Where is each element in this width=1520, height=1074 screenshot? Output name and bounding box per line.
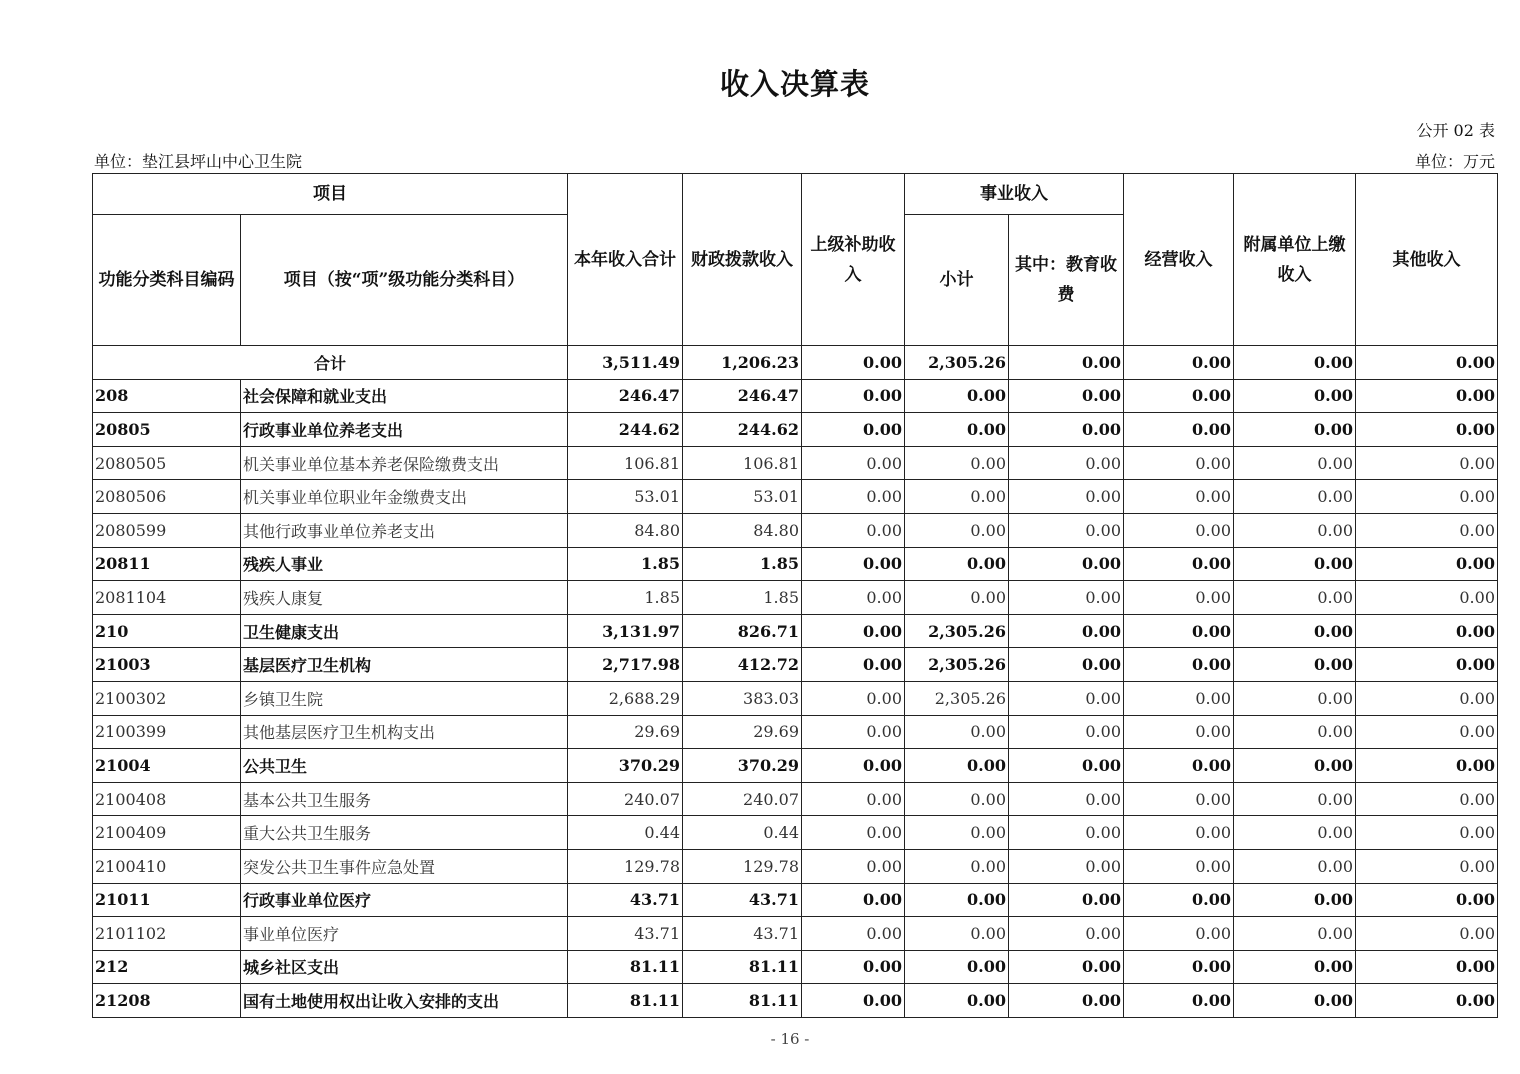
row-value-cell: 0.00 [1234,681,1356,715]
row-value-cell: 0.00 [1124,446,1234,480]
row-value-cell: 0.00 [802,950,905,984]
row-value-cell: 0.00 [905,480,1009,514]
row-value-cell: 0.00 [1234,816,1356,850]
row-value-cell: 1.85 [568,547,683,581]
row-value-cell: 0.00 [1124,614,1234,648]
row-value-cell: 0.00 [905,715,1009,749]
row-value-cell: 0.00 [1234,581,1356,615]
header-operating-income: 经营收入 [1124,174,1234,346]
header-function-code: 功能分类科目编码 [93,215,241,346]
page-title: 收入决算表 [719,67,870,101]
row-item-name: 重大公共卫生服务 [241,816,568,850]
row-value-cell: 0.44 [683,816,802,850]
row-value-cell: 0.00 [905,513,1009,547]
row-value-cell: 43.71 [568,883,683,917]
table-row [93,883,1498,917]
row-value-cell: 0.00 [1234,917,1356,951]
total-cell: 0.00 [1234,346,1356,380]
row-value-cell: 3,131.97 [568,614,683,648]
row-value-cell: 0.00 [905,849,1009,883]
total-cell: 1,206.23 [683,346,802,380]
table-row [93,379,1498,413]
header-superior-subsidy: 上级补助收入 [802,174,905,346]
row-item-name: 乡镇卫生院 [241,681,568,715]
row-value-cell: 43.71 [568,917,683,951]
row-function-code: 21011 [93,883,241,917]
row-value-cell: 0.00 [1356,648,1498,682]
row-function-code: 2100302 [93,681,241,715]
row-value-cell: 0.00 [1234,648,1356,682]
row-value-cell: 0.00 [1356,816,1498,850]
table-row [93,614,1498,648]
header-business-subtotal: 小计 [905,215,1009,346]
row-value-cell: 0.00 [905,581,1009,615]
row-value-cell: 43.71 [683,917,802,951]
row-value-cell: 0.00 [1009,513,1124,547]
row-value-cell: 0.00 [1356,581,1498,615]
row-value-cell: 0.00 [1234,883,1356,917]
row-value-cell: 0.00 [1009,614,1124,648]
row-value-cell: 0.00 [1234,984,1356,1018]
row-value-cell: 0.00 [1009,782,1124,816]
row-item-name: 其他行政事业单位养老支出 [241,513,568,547]
total-label: 合计 [93,346,568,380]
row-value-cell: 0.00 [802,480,905,514]
table-row [93,782,1498,816]
row-function-code: 20805 [93,413,241,447]
row-value-cell: 240.07 [683,782,802,816]
row-item-name: 事业单位医疗 [241,917,568,951]
header-item-name: 项目（按“项”级功能分类科目） [241,215,568,346]
row-value-cell: 0.00 [1124,480,1234,514]
table-row [93,950,1498,984]
row-value-cell: 0.00 [1124,379,1234,413]
row-value-cell: 81.11 [683,984,802,1018]
total-cell: 0.00 [1356,346,1498,380]
row-value-cell: 0.00 [1124,816,1234,850]
row-value-cell: 53.01 [683,480,802,514]
unit-currency: 单位：万元 [1414,152,1495,171]
row-value-cell: 0.00 [1234,413,1356,447]
row-value-cell: 1.85 [683,581,802,615]
row-value-cell: 0.00 [1356,379,1498,413]
row-value-cell: 0.00 [802,413,905,447]
table-row [93,413,1498,447]
row-value-cell: 0.00 [1356,480,1498,514]
row-value-cell: 0.44 [568,816,683,850]
row-value-cell: 0.00 [1356,513,1498,547]
row-value-cell: 0.00 [1234,379,1356,413]
row-function-code: 2100399 [93,715,241,749]
form-code: 公开 02 表 [1416,121,1495,140]
row-value-cell: 0.00 [1234,547,1356,581]
row-value-cell: 106.81 [568,446,683,480]
row-value-cell: 43.71 [683,883,802,917]
row-value-cell: 0.00 [1009,849,1124,883]
row-item-name: 行政事业单位医疗 [241,883,568,917]
row-item-name: 基层医疗卫生机构 [241,648,568,682]
row-value-cell: 0.00 [1124,950,1234,984]
header-other-income: 其他收入 [1356,174,1498,346]
row-value-cell: 0.00 [1009,648,1124,682]
row-value-cell: 0.00 [802,379,905,413]
table-row [93,480,1498,514]
header-education-fees: 其中：教育收费 [1009,215,1124,346]
row-value-cell: 0.00 [905,446,1009,480]
row-item-name: 机关事业单位职业年金缴费支出 [241,480,568,514]
row-item-name: 其他基层医疗卫生机构支出 [241,715,568,749]
row-value-cell: 129.78 [683,849,802,883]
row-value-cell: 81.11 [683,950,802,984]
row-value-cell: 0.00 [905,883,1009,917]
row-value-cell: 0.00 [1124,883,1234,917]
table-row [93,446,1498,480]
row-item-name: 社会保障和就业支出 [241,379,568,413]
row-item-name: 行政事业单位养老支出 [241,413,568,447]
row-value-cell: 0.00 [905,816,1009,850]
row-value-cell: 0.00 [1234,513,1356,547]
total-cell: 0.00 [802,346,905,380]
unit-organization: 单位：垫江县坪山中心卫生院 [94,152,303,171]
row-value-cell: 0.00 [1234,715,1356,749]
row-item-name: 残疾人康复 [241,581,568,615]
row-value-cell: 0.00 [802,917,905,951]
row-value-cell: 0.00 [1356,446,1498,480]
row-value-cell: 84.80 [683,513,802,547]
row-item-name: 机关事业单位基本养老保险缴费支出 [241,446,568,480]
row-value-cell: 0.00 [905,749,1009,783]
table-row [93,715,1498,749]
row-value-cell: 0.00 [1356,917,1498,951]
row-value-cell: 246.47 [568,379,683,413]
row-value-cell: 0.00 [1009,715,1124,749]
row-value-cell: 0.00 [1009,480,1124,514]
row-value-cell: 0.00 [1356,681,1498,715]
row-value-cell: 0.00 [1234,446,1356,480]
table-row [93,984,1498,1018]
row-value-cell: 0.00 [1356,715,1498,749]
row-value-cell: 0.00 [1009,816,1124,850]
row-value-cell: 0.00 [1356,984,1498,1018]
row-value-cell: 0.00 [802,984,905,1018]
row-function-code: 212 [93,950,241,984]
row-value-cell: 0.00 [1009,413,1124,447]
row-value-cell: 0.00 [1356,547,1498,581]
row-value-cell: 29.69 [683,715,802,749]
total-cell: 3,511.49 [568,346,683,380]
row-value-cell: 0.00 [905,984,1009,1018]
row-value-cell: 1.85 [568,581,683,615]
row-function-code: 208 [93,379,241,413]
row-value-cell: 0.00 [1356,614,1498,648]
total-cell: 0.00 [1009,346,1124,380]
row-value-cell: 240.07 [568,782,683,816]
row-value-cell: 1.85 [683,547,802,581]
row-value-cell: 0.00 [1124,547,1234,581]
row-value-cell: 0.00 [905,547,1009,581]
row-value-cell: 0.00 [1124,648,1234,682]
row-value-cell: 0.00 [1124,715,1234,749]
row-function-code: 20811 [93,547,241,581]
row-value-cell: 826.71 [683,614,802,648]
row-value-cell: 129.78 [568,849,683,883]
row-value-cell: 2,717.98 [568,648,683,682]
row-value-cell: 0.00 [1234,849,1356,883]
row-value-cell: 0.00 [802,715,905,749]
row-value-cell: 0.00 [802,547,905,581]
row-value-cell: 244.62 [683,413,802,447]
row-value-cell: 0.00 [1124,782,1234,816]
row-function-code: 2100409 [93,816,241,850]
row-value-cell: 0.00 [1124,513,1234,547]
row-value-cell: 0.00 [1356,849,1498,883]
table-row [93,849,1498,883]
header-item-group: 项目 [93,174,568,215]
header-affiliated-income: 附属单位上缴收入 [1234,174,1356,346]
row-item-name: 城乡社区支出 [241,950,568,984]
table-row [93,581,1498,615]
row-value-cell: 0.00 [802,849,905,883]
total-cell: 0.00 [1124,346,1234,380]
row-item-name: 公共卫生 [241,749,568,783]
row-value-cell: 0.00 [1234,614,1356,648]
header-business-income-group: 事业收入 [905,174,1124,215]
row-value-cell: 0.00 [1356,749,1498,783]
row-function-code: 2080506 [93,480,241,514]
row-function-code: 2100408 [93,782,241,816]
row-value-cell: 81.11 [568,950,683,984]
row-value-cell: 0.00 [1234,950,1356,984]
row-function-code: 2101102 [93,917,241,951]
table-row [93,648,1498,682]
row-value-cell: 106.81 [683,446,802,480]
row-value-cell: 0.00 [1009,883,1124,917]
row-value-cell: 370.29 [683,749,802,783]
row-value-cell: 0.00 [1124,849,1234,883]
row-function-code: 21003 [93,648,241,682]
row-value-cell: 0.00 [1009,917,1124,951]
row-value-cell: 2,305.26 [905,648,1009,682]
row-value-cell: 0.00 [1124,749,1234,783]
row-value-cell: 0.00 [1234,782,1356,816]
row-value-cell: 0.00 [802,513,905,547]
row-value-cell: 246.47 [683,379,802,413]
row-value-cell: 0.00 [1124,917,1234,951]
row-value-cell: 0.00 [1009,681,1124,715]
row-value-cell: 0.00 [905,950,1009,984]
row-function-code: 21004 [93,749,241,783]
row-value-cell: 0.00 [802,782,905,816]
row-value-cell: 0.00 [802,883,905,917]
table-row [93,513,1498,547]
row-value-cell: 0.00 [1234,749,1356,783]
row-value-cell: 0.00 [1234,480,1356,514]
row-value-cell: 244.62 [568,413,683,447]
table-row [93,917,1498,951]
row-value-cell: 0.00 [802,816,905,850]
total-row [93,346,1498,380]
row-value-cell: 0.00 [802,614,905,648]
row-value-cell: 0.00 [802,749,905,783]
page-number: - 16 - [770,1030,810,1048]
table-row [93,681,1498,715]
row-value-cell: 2,688.29 [568,681,683,715]
row-value-cell: 0.00 [1356,782,1498,816]
row-value-cell: 2,305.26 [905,681,1009,715]
row-value-cell: 84.80 [568,513,683,547]
row-value-cell: 0.00 [1356,413,1498,447]
row-item-name: 基本公共卫生服务 [241,782,568,816]
row-value-cell: 0.00 [1009,547,1124,581]
row-value-cell: 0.00 [1009,581,1124,615]
income-final-accounts-table [92,173,1498,1018]
row-value-cell: 0.00 [802,446,905,480]
row-item-name: 国有土地使用权出让收入安排的支出 [241,984,568,1018]
total-cell: 2,305.26 [905,346,1009,380]
row-value-cell: 53.01 [568,480,683,514]
row-function-code: 2080599 [93,513,241,547]
row-value-cell: 81.11 [568,984,683,1018]
row-value-cell: 412.72 [683,648,802,682]
row-value-cell: 383.03 [683,681,802,715]
row-function-code: 21208 [93,984,241,1018]
row-function-code: 2081104 [93,581,241,615]
row-value-cell: 0.00 [905,379,1009,413]
row-value-cell: 0.00 [1124,413,1234,447]
row-value-cell: 29.69 [568,715,683,749]
row-value-cell: 0.00 [1009,446,1124,480]
row-function-code: 210 [93,614,241,648]
row-item-name: 残疾人事业 [241,547,568,581]
row-function-code: 2100410 [93,849,241,883]
row-value-cell: 0.00 [1356,883,1498,917]
header-fiscal-appropriation: 财政拨款收入 [683,174,802,346]
row-item-name: 卫生健康支出 [241,614,568,648]
header-total-income: 本年收入合计 [568,174,683,346]
row-value-cell: 0.00 [1009,749,1124,783]
table-row [93,547,1498,581]
table-row [93,816,1498,850]
row-value-cell: 0.00 [1009,950,1124,984]
row-value-cell: 0.00 [1356,950,1498,984]
row-value-cell: 0.00 [1124,681,1234,715]
row-value-cell: 0.00 [905,917,1009,951]
row-value-cell: 0.00 [802,648,905,682]
table-row [93,749,1498,783]
row-value-cell: 0.00 [1124,984,1234,1018]
row-value-cell: 0.00 [1009,984,1124,1018]
row-value-cell: 0.00 [802,581,905,615]
row-value-cell: 0.00 [1124,581,1234,615]
row-item-name: 突发公共卫生事件应急处置 [241,849,568,883]
row-value-cell: 0.00 [802,681,905,715]
row-value-cell: 370.29 [568,749,683,783]
row-value-cell: 0.00 [905,782,1009,816]
row-value-cell: 0.00 [905,413,1009,447]
row-value-cell: 0.00 [1009,379,1124,413]
row-value-cell: 2,305.26 [905,614,1009,648]
row-function-code: 2080505 [93,446,241,480]
